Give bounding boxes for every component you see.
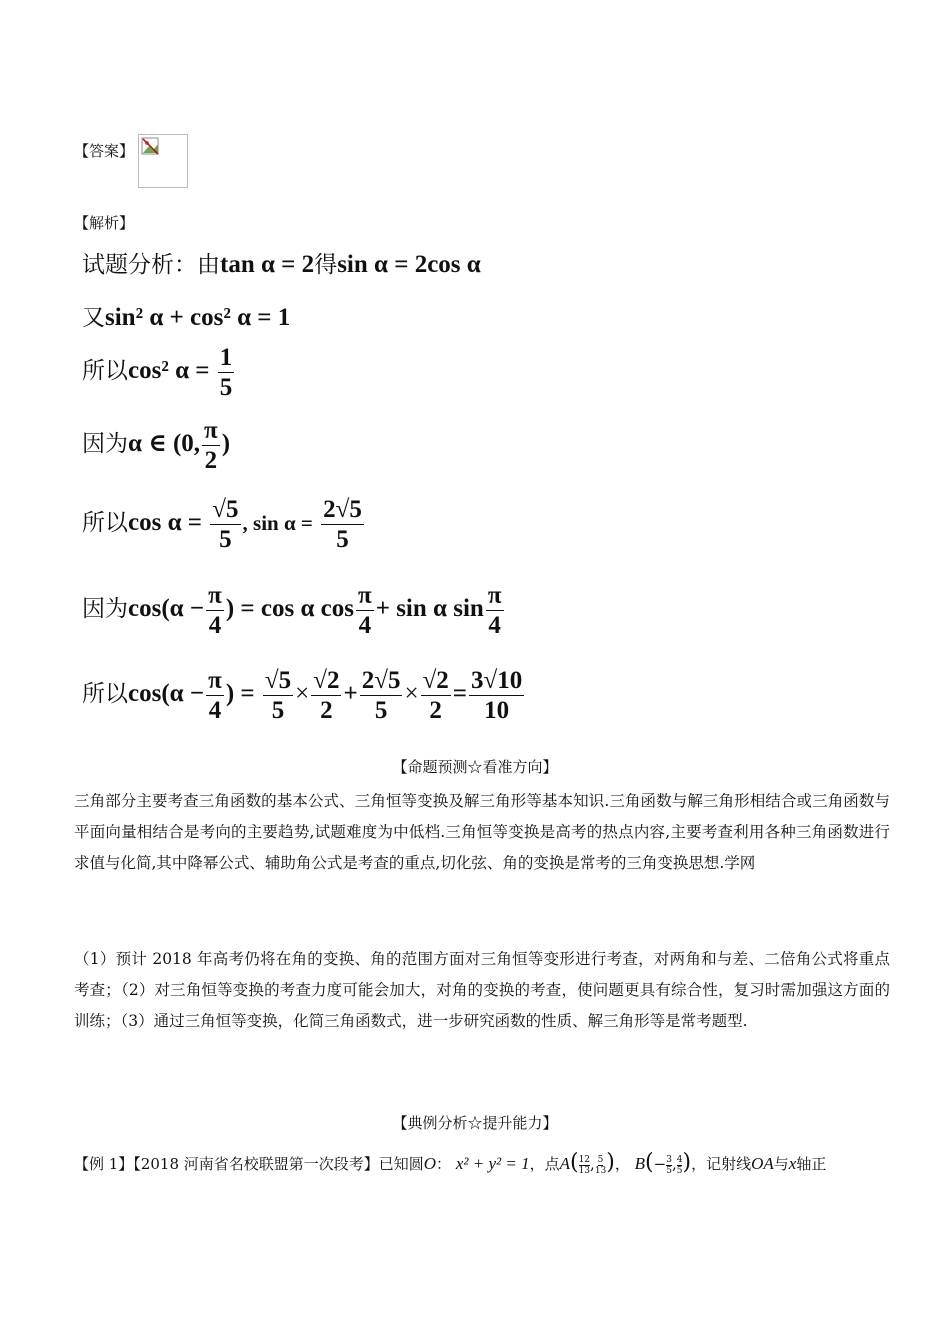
- step-7: 所以cos(α − $\frac{\pi}{4}$ ) = $\frac{√5}{5}$ × $\frac{√2}{2}$ + $\frac{2√5}{5}$ × $\frac{√2}{2}$ = $\frac{3√10}{10}$: [82, 667, 523, 724]
- step-3: 所以cos² α = $\frac{1}{5}$: [82, 344, 233, 401]
- prediction-heading: 【命题预测☆看准方向】: [392, 758, 558, 776]
- step-5: 所以cos α = $\frac{√5}{5}$ , sin α = $\frac{2√5}{5}$: [82, 496, 362, 553]
- broken-image-icon: [141, 137, 161, 157]
- step-2: 又sin² α + cos² α = 1: [82, 304, 291, 331]
- prediction-paragraph-2: （1）预计 2018 年高考仍将在角的变换、角的范围方面对三角恒等变形进行考查，对两角和与差、二倍角公式将重点考查；（2）对三角恒等变换的考查力度可能会加大，对角的变换的考查，使问题更具有综合性，复习时需加强这方面的训练；（3）通过三角恒等变换，化简三角函数式，进一步研究函数的性质、解三角形等是常考题型.: [74, 950, 890, 1030]
- step-1: 试题分析：由tan α = 2得sin α = 2cos α: [82, 251, 481, 278]
- analysis-label: 【解析】: [74, 214, 135, 232]
- step-6: 因为cos(α − $\frac{\pi}{4}$ ) = cos α cos $\frac{\pi}{4}$ + sin α sin $\frac{\pi}{4}$: [82, 582, 502, 639]
- examples-heading: 【典例分析☆提升能力】: [392, 1114, 558, 1132]
- step-4: 因为α ∈ (0, $\frac{\pi}{2}$ ): [82, 417, 231, 474]
- answer-image-placeholder: [138, 134, 188, 188]
- example-1-line: 【例 1】【2018 河南省名校联盟第一次段考】已知圆O： x² + y² = 1，点A( $\frac{12}{13}$ , $\frac{5}{13}$ )， B(− $\frac{3}{5}$ , $\frac{4}{5}$ )，记射线OA与x轴正: [74, 1150, 827, 1176]
- answer-label: 【答案】: [74, 142, 135, 160]
- prediction-paragraph-1: 三角部分主要考查三角函数的基本公式、三角恒等变换及解三角形等基本知识.三角函数与解三角形相结合或三角函数与平面向量相结合是考向的主要趋势,试题难度为中低档.三角恒等变换是高考的热点内容,主要考查利用各种三角函数进行求值与化简,其中降幂公式、辅助角公式是考查的重点,切化弦、角的变换是常考的三角变换思想.学网: [74, 792, 890, 872]
